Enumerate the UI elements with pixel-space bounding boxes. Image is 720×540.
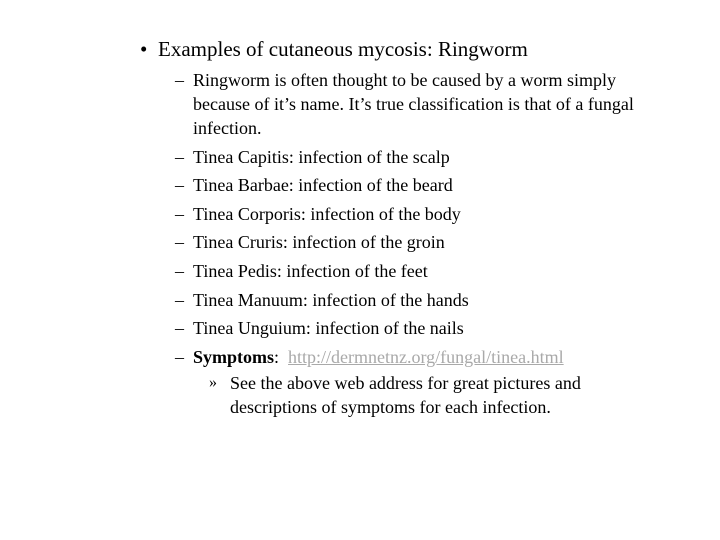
symptoms-subitem-text: See the above web address for great pictures and descriptions of symptoms for each infection.: [230, 372, 581, 417]
dash-icon: –: [175, 289, 184, 310]
symptoms-link[interactable]: http://dermnetnz.org/fungal/tinea.html: [288, 346, 564, 367]
list-item-text: Ringworm is often thought to be caused by a worm simply because of it’s name. It’s true classification is that of a fungal infection.: [193, 70, 634, 138]
list-item-text: Tinea Unguium: infection of the nails: [193, 318, 464, 339]
list-item: [175, 259, 695, 283]
list-item-text: Tinea Pedis: infection of the feet: [193, 260, 428, 281]
list-item: [175, 202, 695, 226]
dash-icon: –: [175, 346, 184, 367]
list-item: [175, 316, 695, 340]
heading-text: Examples of cutaneous mycosis: Ringworm: [158, 37, 528, 61]
list-item: [175, 173, 695, 197]
list-item: [175, 230, 695, 254]
list-item-text: Tinea Manuum: infection of the hands: [193, 289, 469, 310]
symptoms-label: Symptoms: [193, 346, 275, 367]
sub-bullet-icon: »: [209, 373, 217, 391]
subitem-list: [175, 68, 695, 419]
list-item-text: Tinea Cruris: infection of the groin: [193, 232, 445, 253]
dash-icon: –: [175, 203, 184, 224]
list-item-text: Tinea Barbae: infection of the beard: [193, 175, 453, 196]
bullet-icon: •: [140, 37, 148, 61]
symptoms-separator: :: [274, 346, 289, 367]
dash-icon: –: [175, 70, 184, 90]
dash-icon: –: [175, 146, 184, 167]
list-item-text: Tinea Capitis: infection of the scalp: [193, 146, 450, 167]
list-item: [175, 68, 673, 140]
dash-icon: –: [175, 260, 184, 281]
list-item: [175, 145, 695, 169]
symptoms-subitem: [209, 371, 660, 419]
dash-icon: –: [175, 318, 184, 339]
symptoms-item: [175, 345, 695, 419]
list-item: [175, 288, 695, 312]
dash-icon: –: [175, 175, 184, 196]
list-item-text: Tinea Corporis: infection of the body: [193, 203, 461, 224]
dash-icon: –: [175, 232, 184, 253]
